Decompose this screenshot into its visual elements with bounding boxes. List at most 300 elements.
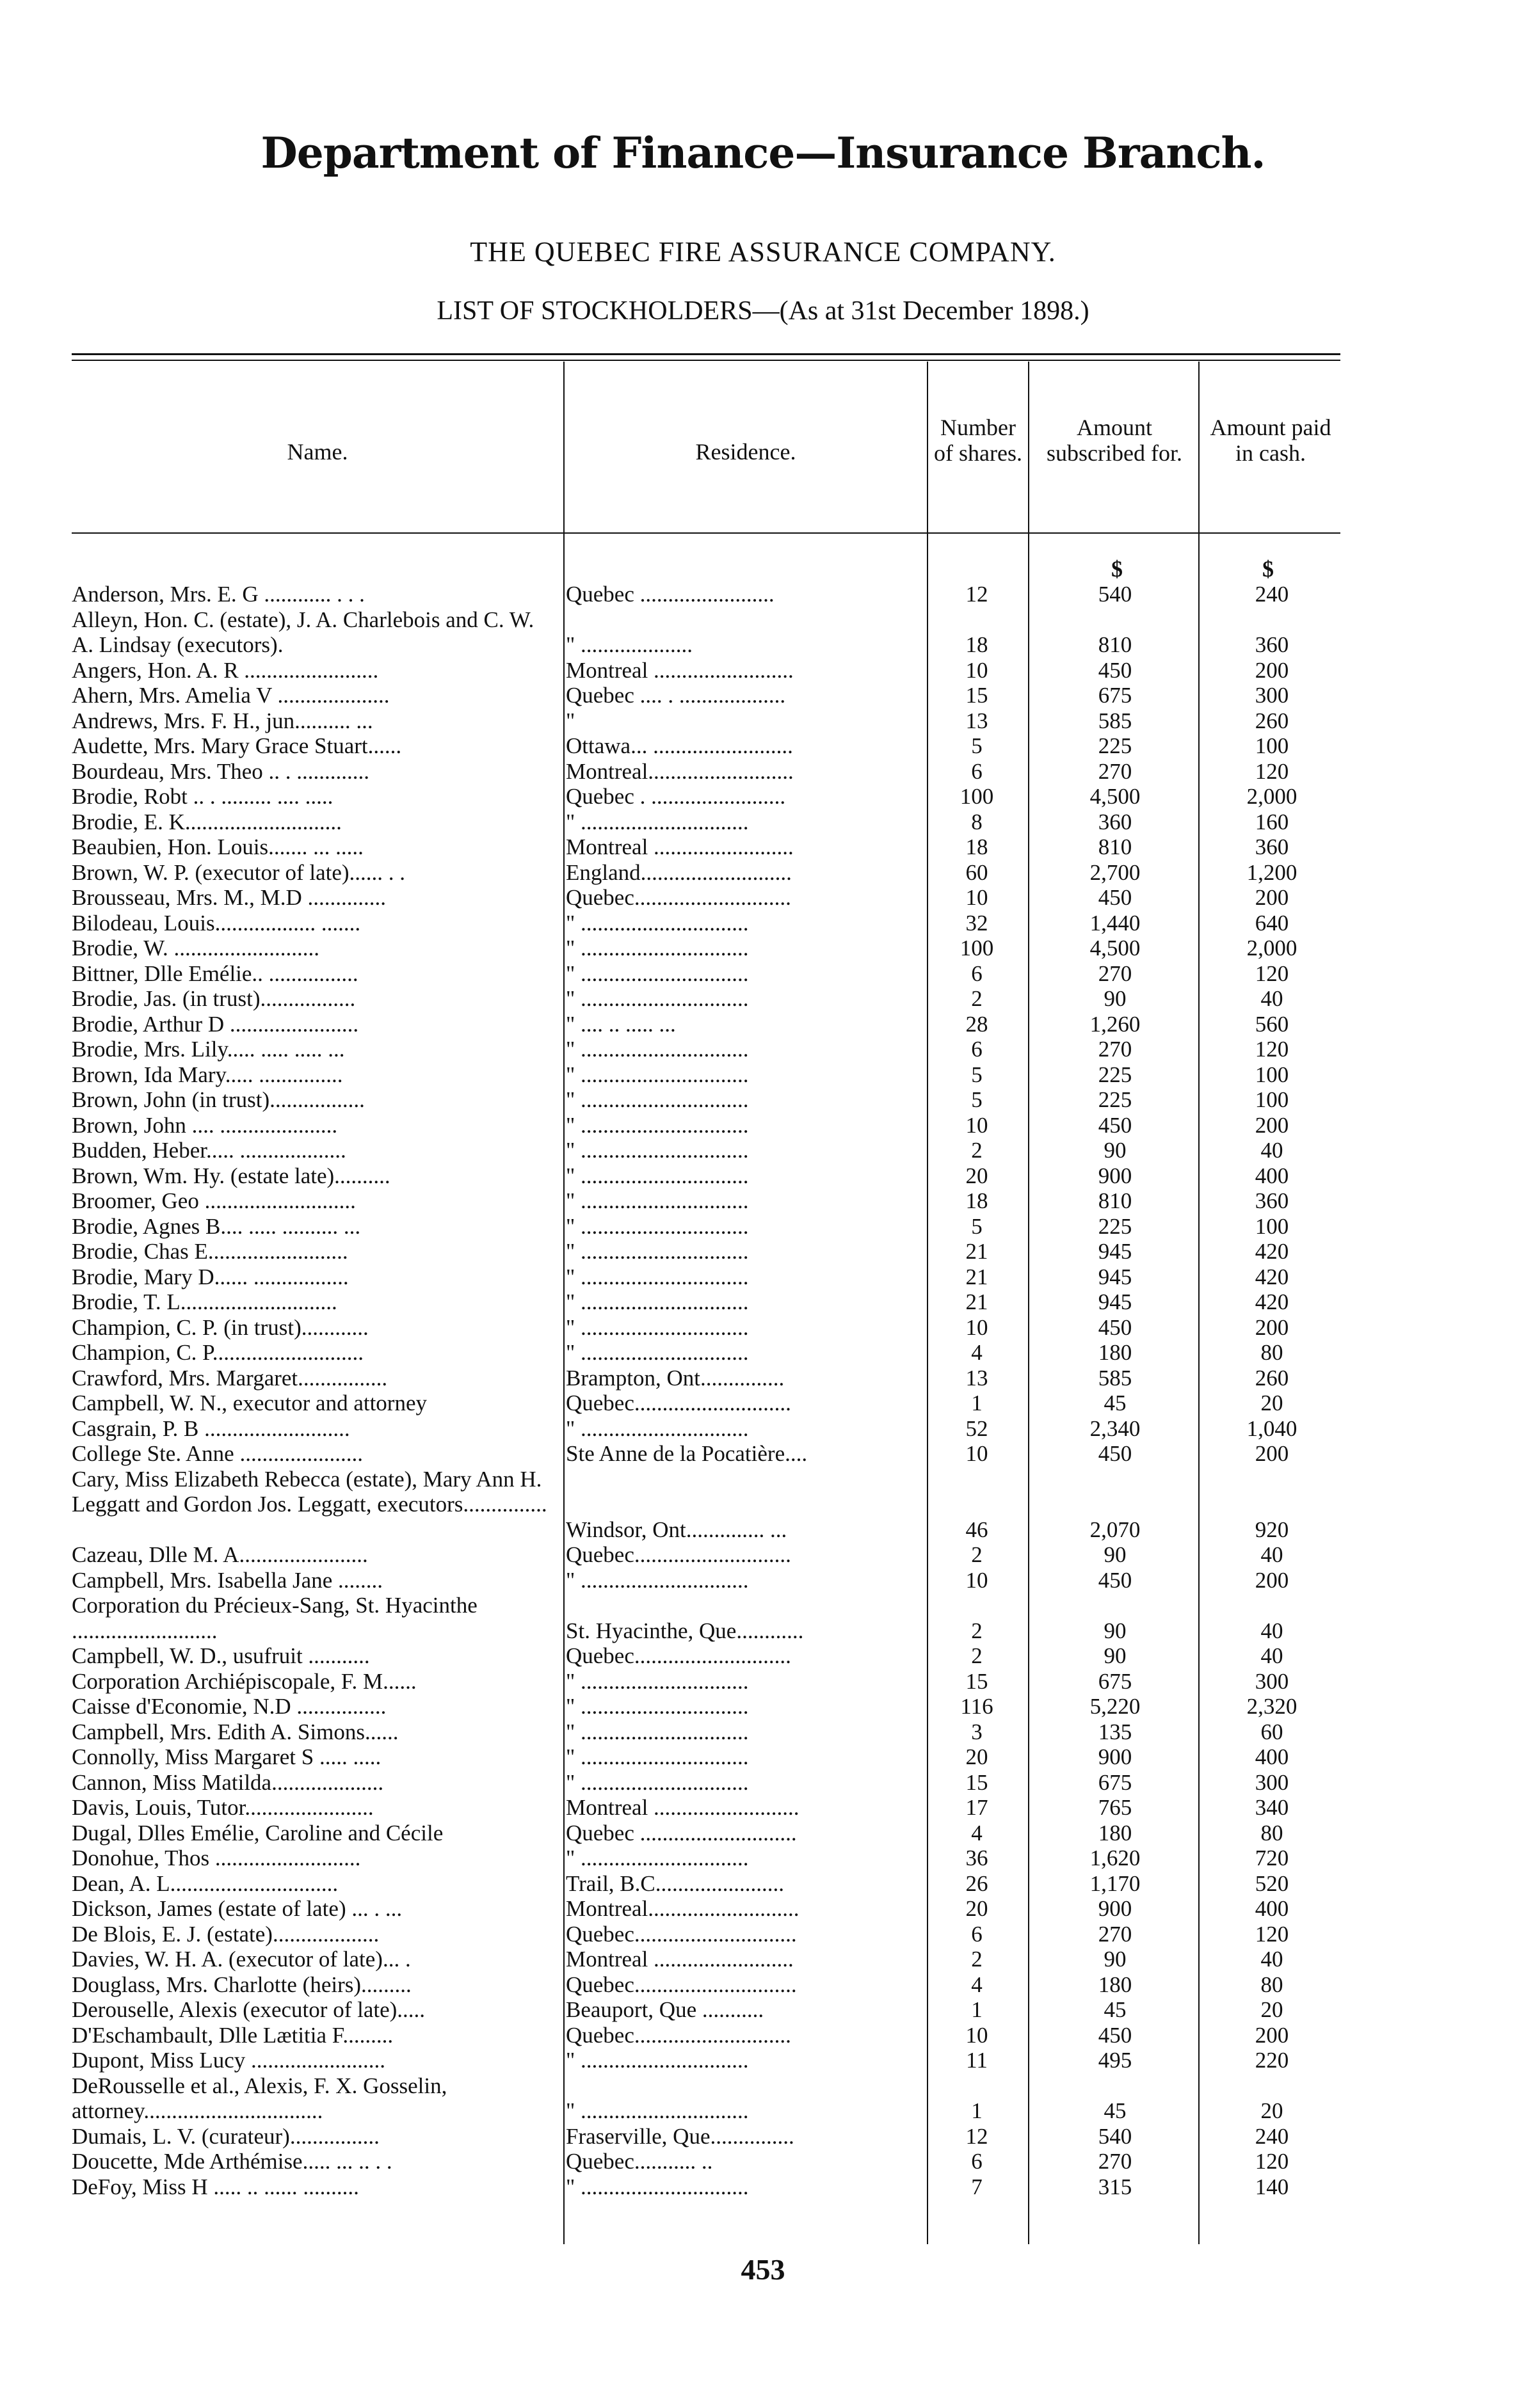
table-row <box>0 834 1526 860</box>
table-row <box>0 1972 1526 1998</box>
stockholder-name: D'Eschambault, Dlle Lætitia F......... <box>72 2022 394 2048</box>
table-row <box>0 1669 1526 1694</box>
shares-cell: 20 <box>965 1744 988 1769</box>
subscribed-cell: 450 <box>1098 1441 1132 1466</box>
table-row <box>0 1239 1526 1264</box>
shares-cell: 28 <box>965 1011 988 1037</box>
stockholder-name: Brown, John (in trust)................. <box>72 1087 365 1112</box>
paid-cell: 40 <box>1260 1947 1283 1972</box>
stockholder-name: Brodie, Mrs. Lily..... ..... ..... ... <box>72 1037 345 1062</box>
paid-cell: 100 <box>1255 733 1289 758</box>
table-row <box>0 658 1526 683</box>
shares-cell: 12 <box>965 582 988 607</box>
subscribed-cell: 270 <box>1098 961 1132 986</box>
subscribed-cell: 1,260 <box>1089 1011 1141 1037</box>
paid-cell: 200 <box>1255 657 1289 683</box>
subscribed-cell: 540 <box>1098 2123 1132 2149</box>
subscribed-cell: 675 <box>1098 1769 1132 1795</box>
paid-cell: 20 <box>1260 1391 1283 1415</box>
subscribed-cell: 540 <box>1098 582 1132 607</box>
subscribed-cell: 900 <box>1098 1744 1132 1769</box>
company-name: THE QUEBEC FIRE ASSURANCE COMPANY. <box>470 236 1056 267</box>
subscribed-cell: 585 <box>1098 708 1132 733</box>
shares-cell: 6 <box>971 1921 983 1947</box>
subscribed-cell: 2,340 <box>1089 1415 1141 1441</box>
stockholder-name: Caisse d'Economie, N.D ................ <box>72 1694 387 1719</box>
stockholder-name: Davis, Louis, Tutor....................... <box>72 1795 374 1820</box>
stockholder-name: Brodie, Robt .. . ......... .... ..... <box>72 784 333 809</box>
subscribed-cell: 225 <box>1098 1213 1132 1239</box>
shares-cell: 60 <box>965 859 988 885</box>
stockholder-name: Cannon, Miss Matilda.................... <box>72 1769 384 1795</box>
shares-cell: 1 <box>971 1391 983 1415</box>
paid-cell: 40 <box>1260 1542 1283 1567</box>
stockholder-name: Connolly, Miss Margaret S ..... ..... <box>72 1744 382 1769</box>
stockholder-name: Brousseau, Mrs. M., M.D .............. <box>72 885 386 910</box>
subscribed-cell: 45 <box>1104 2098 1127 2123</box>
shares-cell: 15 <box>965 1668 988 1694</box>
table-row <box>0 1062 1526 1088</box>
subscribed-cell: 270 <box>1098 1037 1132 1062</box>
shares-cell: 7 <box>971 2174 983 2199</box>
subscribed-cell: 180 <box>1098 1340 1132 1365</box>
shares-cell: 116 <box>960 1694 993 1719</box>
subscribed-cell: 315 <box>1098 2174 1132 2199</box>
subscribed-cell: 5,220 <box>1089 1694 1141 1719</box>
residence-cell: Quebec . ........................ <box>566 784 786 809</box>
residence-cell: Fraserville, Que............... <box>566 2123 794 2149</box>
subscribed-cell: 900 <box>1098 1896 1132 1921</box>
subscribed-cell: 225 <box>1098 1087 1132 1112</box>
shares-cell: 1 <box>971 1997 983 2022</box>
table-row <box>0 733 1526 759</box>
residence-cell: Ste Anne de la Pocatière.... <box>566 1441 808 1466</box>
residence-cell: " .............................. <box>566 1415 749 1441</box>
subscribed-cell: 270 <box>1098 2149 1132 2174</box>
paid-cell: 400 <box>1255 1163 1289 1188</box>
subscribed-cell: 90 <box>1104 1947 1127 1972</box>
stockholder-name: Crawford, Mrs. Margaret................ <box>72 1365 388 1391</box>
stockholder-name: Dean, A. L.............................. <box>72 1870 339 1896</box>
table-row <box>0 1037 1526 1062</box>
shares-cell: 2 <box>971 1643 983 1668</box>
shares-cell: 8 <box>971 809 983 834</box>
shares-cell: 13 <box>965 708 988 733</box>
stockholder-name: College Ste. Anne ...................... <box>72 1441 363 1466</box>
table-row <box>0 936 1526 961</box>
table-row <box>0 2124 1526 2149</box>
subscribed-cell: 810 <box>1098 632 1132 657</box>
residence-cell: England........................... <box>566 859 792 885</box>
subscribed-cell: 90 <box>1104 986 1127 1011</box>
residence-cell: Quebec........... .. <box>566 2149 713 2174</box>
residence-cell: " .............................. <box>566 1289 749 1314</box>
table-row <box>0 1315 1526 1341</box>
paid-cell: 420 <box>1255 1264 1289 1289</box>
paid-cell: 340 <box>1255 1795 1289 1820</box>
paid-cell: 80 <box>1260 1972 1283 1997</box>
subscribed-cell: 45 <box>1104 1997 1127 2022</box>
paid-cell: 220 <box>1255 2048 1289 2073</box>
table-row <box>0 911 1526 936</box>
stockholder-name: Cazeau, Dlle M. A....................... <box>72 1542 368 1567</box>
stockholder-name: Bourdeau, Mrs. Theo .. . ............. <box>72 758 369 784</box>
subscribed-cell: 2,070 <box>1089 1517 1141 1542</box>
paid-cell: 420 <box>1255 1239 1289 1264</box>
subscribed-cell: 1,440 <box>1089 910 1141 936</box>
residence-cell: Brampton, Ont............... <box>566 1365 785 1391</box>
paid-cell: 40 <box>1260 986 1283 1011</box>
table-row <box>0 1214 1526 1240</box>
residence-cell: " .............................. <box>566 1340 749 1365</box>
stockholder-name: Audette, Mrs. Mary Grace Stuart...... <box>72 733 402 758</box>
paid-cell: 120 <box>1255 758 1289 784</box>
shares-cell: 21 <box>965 1239 988 1264</box>
residence-cell: Montreal ......................... <box>566 834 794 859</box>
table-row <box>0 1795 1526 1821</box>
shares-cell: 6 <box>971 961 983 986</box>
residence-cell: " .............................. <box>566 1037 749 1062</box>
residence-cell: Trail, B.C....................... <box>566 1870 784 1896</box>
paid-cell: 20 <box>1260 1997 1283 2022</box>
subscribed-cell: 1,620 <box>1089 1846 1141 1870</box>
paid-cell: 2,320 <box>1246 1694 1297 1719</box>
subscribed-cell: 1,170 <box>1089 1870 1141 1896</box>
residence-cell: Quebec ............................ <box>566 1820 797 1846</box>
subscribed-cell: 180 <box>1098 1820 1132 1846</box>
shares-cell: 6 <box>971 758 983 784</box>
residence-cell: " <box>566 708 575 733</box>
table-row <box>0 1593 1526 1643</box>
residence-cell: " .............................. <box>566 1239 749 1264</box>
subscribed-cell: 270 <box>1098 758 1132 784</box>
table-row <box>0 2174 1526 2200</box>
paid-cell: 920 <box>1255 1517 1289 1542</box>
shares-cell: 100 <box>960 936 994 961</box>
shares-cell: 10 <box>965 1441 988 1466</box>
paid-cell: 60 <box>1260 1719 1283 1744</box>
subscribed-cell: 225 <box>1098 1062 1132 1087</box>
table-row <box>0 1542 1526 1568</box>
residence-cell: " .............................. <box>566 1314 749 1340</box>
stockholder-name: Casgrain, P. B .......................... <box>72 1415 350 1441</box>
paid-cell: 400 <box>1255 1744 1289 1769</box>
shares-cell: 6 <box>971 1037 983 1062</box>
paid-cell: 100 <box>1255 1087 1289 1112</box>
stockholder-name: Doucette, Mde Arthémise..... ... .. . . <box>72 2149 392 2174</box>
paid-cell: 120 <box>1255 1037 1289 1062</box>
table-row <box>0 2048 1526 2073</box>
table-row <box>0 860 1526 886</box>
paid-cell: 100 <box>1255 1062 1289 1087</box>
subscribed-cell: 810 <box>1098 834 1132 859</box>
shares-cell: 10 <box>965 657 988 683</box>
stockholder-name: Corporation Archiépiscopale, F. M...... <box>72 1668 417 1694</box>
table-row <box>0 1012 1526 1037</box>
stockholder-name: Dickson, James (estate of late) ... . ... <box>72 1896 403 1921</box>
residence-cell: Montreal .......................... <box>566 1795 799 1820</box>
paid-cell: 140 <box>1255 2174 1289 2199</box>
residence-cell: " .............................. <box>566 1744 749 1769</box>
shares-cell: 100 <box>960 784 994 809</box>
table-row <box>0 1416 1526 1442</box>
stockholder-name: Brodie, Mary D...... ................. <box>72 1264 349 1289</box>
residence-cell: " .............................. <box>566 1846 749 1870</box>
stockholder-name: Davies, W. H. A. (executor of late)... . <box>72 1947 411 1972</box>
stockholder-name: Dugal, Dlles Emélie, Caroline and Cécile <box>72 1820 444 1846</box>
stockholder-name: Brodie, Chas E......................... <box>72 1239 348 1264</box>
shares-cell: 18 <box>965 1188 988 1213</box>
table-row <box>0 1391 1526 1416</box>
subscribed-cell: 225 <box>1098 733 1132 758</box>
stockholder-name: Alleyn, Hon. C. (estate), J. A. Charlebois and C. W. A. Lindsay (executors). <box>72 607 534 657</box>
residence-cell: " .............................. <box>566 1213 749 1239</box>
stockholder-name: DeFoy, Miss H ..... .. ...... .......... <box>72 2174 359 2199</box>
stockholder-name: Brown, John .... ..................... <box>72 1112 338 1138</box>
stockholder-name: Budden, Heber..... ................... <box>72 1138 346 1163</box>
table-row <box>0 607 1526 658</box>
shares-cell: 10 <box>965 1112 988 1138</box>
subscribed-cell: 45 <box>1104 1391 1127 1415</box>
residence-cell: St. Hyacinthe, Que............ <box>566 1618 804 1643</box>
shares-cell: 17 <box>965 1795 988 1820</box>
table-row <box>0 986 1526 1012</box>
paid-cell: 260 <box>1255 708 1289 733</box>
shares-cell: 2 <box>971 1138 983 1163</box>
stockholder-name: Campbell, W. N., executor and attorney <box>72 1391 427 1415</box>
stockholder-name: Douglass, Mrs. Charlotte (heirs)......... <box>72 1972 412 1997</box>
stockholder-name: Donohue, Thos .......................... <box>72 1846 361 1870</box>
residence-cell: " .............................. <box>566 1694 749 1719</box>
table-row <box>0 885 1526 911</box>
paid-cell: 560 <box>1255 1011 1289 1037</box>
paid-cell: 200 <box>1255 1567 1289 1593</box>
subscribed-cell: 90 <box>1104 1138 1127 1163</box>
residence-cell: Quebec............................ <box>566 2022 791 2048</box>
paid-cell: 260 <box>1255 1365 1289 1391</box>
subscribed-cell: 270 <box>1098 1921 1132 1947</box>
residence-cell: Quebec............................ <box>566 885 791 910</box>
paid-cell: 200 <box>1255 1441 1289 1466</box>
residence-cell: Quebec............................ <box>566 1643 791 1668</box>
stockholder-name: Bilodeau, Louis.................. ....... <box>72 910 361 936</box>
residence-cell: " .............................. <box>566 1769 749 1795</box>
residence-cell: Quebec............................ <box>566 1391 791 1415</box>
shares-cell: 1 <box>971 2098 983 2123</box>
residence-cell: Montreal ......................... <box>566 657 794 683</box>
shares-cell: 10 <box>965 885 988 910</box>
stockholder-table <box>0 582 1526 2199</box>
table-row <box>0 1467 1526 1543</box>
residence-cell: Montreal ......................... <box>566 1947 794 1972</box>
shares-cell: 12 <box>965 2123 988 2149</box>
shares-cell: 52 <box>965 1415 988 1441</box>
subscribed-cell: 90 <box>1104 1643 1127 1668</box>
column-header-residence: Residence. <box>695 439 796 465</box>
residence-cell: Ottawa... ......................... <box>566 733 793 758</box>
stockholder-name: Anderson, Mrs. E. G ............ . . . <box>72 582 365 607</box>
paid-cell: 80 <box>1260 1820 1283 1846</box>
shares-cell: 15 <box>965 683 988 708</box>
residence-cell: " .............................. <box>566 1138 749 1163</box>
subscribed-cell: 810 <box>1098 1188 1132 1213</box>
subscribed-cell: 450 <box>1098 885 1132 910</box>
residence-cell: Quebec .... . ................... <box>566 683 786 708</box>
paid-cell: 200 <box>1255 1314 1289 1340</box>
stockholder-name: Brodie, W. .......................... <box>72 936 319 961</box>
subscribed-cell: 180 <box>1098 1972 1132 1997</box>
table-row <box>0 759 1526 785</box>
residence-cell: " .............................. <box>566 1567 749 1593</box>
shares-cell: 15 <box>965 1769 988 1795</box>
subscribed-cell: 4,500 <box>1089 784 1141 809</box>
stockholder-name: Brodie, T. L............................ <box>72 1289 337 1314</box>
shares-cell: 10 <box>965 1567 988 1593</box>
paid-cell: 120 <box>1255 1921 1289 1947</box>
paid-cell: 20 <box>1260 2098 1283 2123</box>
residence-cell: " .............................. <box>566 961 749 986</box>
paid-cell: 360 <box>1255 1188 1289 1213</box>
shares-cell: 3 <box>971 1719 983 1744</box>
subscribed-cell: 360 <box>1098 809 1132 834</box>
table-row <box>0 1922 1526 1947</box>
stockholder-name: Champion, C. P. (in trust)............ <box>72 1314 369 1340</box>
table-row <box>0 1113 1526 1138</box>
list-title: LIST OF STOCKHOLDERS—(As at 31st December 1898.) <box>437 296 1089 326</box>
table-row <box>0 683 1526 708</box>
stockholder-name: Dupont, Miss Lucy ........................ <box>72 2048 385 2073</box>
shares-cell: 36 <box>965 1846 988 1870</box>
stockholder-name: Champion, C. P........................... <box>72 1340 364 1365</box>
subscribed-cell: 135 <box>1098 1719 1132 1744</box>
paid-cell: 640 <box>1255 910 1289 936</box>
paid-cell: 1,040 <box>1246 1415 1297 1441</box>
column-header-subscribed: Amount subscribed for. <box>1047 415 1182 466</box>
shares-cell: 20 <box>965 1896 988 1921</box>
paid-cell: 520 <box>1255 1870 1289 1896</box>
subscribed-cell: 90 <box>1104 1542 1127 1567</box>
shares-cell: 18 <box>965 632 988 657</box>
residence-cell: " .............................. <box>566 986 749 1011</box>
residence-cell: " .............................. <box>566 910 749 936</box>
residence-cell: " .............................. <box>566 1062 749 1087</box>
table-row <box>0 1366 1526 1391</box>
stockholder-name: Broomer, Geo ........................... <box>72 1188 356 1213</box>
shares-cell: 2 <box>971 1947 983 1972</box>
table-top-rule <box>72 353 1340 355</box>
paid-cell: 100 <box>1255 1213 1289 1239</box>
residence-cell: " .... .. ..... ... <box>566 1011 676 1037</box>
subscribed-cell: 450 <box>1098 657 1132 683</box>
table-row <box>0 1441 1526 1467</box>
residence-cell: " .............................. <box>566 2098 749 2123</box>
currency-subscribed: $ <box>1111 556 1123 582</box>
shares-cell: 10 <box>965 2022 988 2048</box>
paid-cell: 160 <box>1255 809 1289 834</box>
shares-cell: 10 <box>965 1314 988 1340</box>
shares-cell: 18 <box>965 834 988 859</box>
residence-cell: Beauport, Que ........... <box>566 1997 764 2022</box>
residence-cell: " .............................. <box>566 1087 749 1112</box>
department-heading: Department of Finance—Insurance Branch. <box>261 128 1265 178</box>
stockholder-name: Campbell, Mrs. Isabella Jane ........ <box>72 1567 383 1593</box>
stockholder-name: Campbell, Mrs. Edith A. Simons...... <box>72 1719 399 1744</box>
subscribed-cell: 4,500 <box>1089 936 1141 961</box>
subscribed-cell: 2,700 <box>1089 859 1141 885</box>
residence-cell: Montreal.......................... <box>566 758 794 784</box>
subscribed-cell: 585 <box>1098 1365 1132 1391</box>
subscribed-cell: 450 <box>1098 1112 1132 1138</box>
shares-cell: 11 <box>966 2048 988 2073</box>
residence-cell: " .............................. <box>566 1668 749 1694</box>
shares-cell: 2 <box>971 986 983 1011</box>
table-row <box>0 1188 1526 1214</box>
shares-cell: 6 <box>971 2149 983 2174</box>
table-row <box>0 1997 1526 2023</box>
subscribed-cell: 450 <box>1098 1567 1132 1593</box>
table-top-rule-inner <box>72 360 1340 361</box>
paid-cell: 300 <box>1255 683 1289 708</box>
paid-cell: 40 <box>1260 1618 1283 1643</box>
subscribed-cell: 945 <box>1098 1239 1132 1264</box>
table-row <box>0 1947 1526 1972</box>
stockholder-name: Andrews, Mrs. F. H., jun.......... ... <box>72 708 373 733</box>
paid-cell: 120 <box>1255 2149 1289 2174</box>
residence-cell: " .............................. <box>566 1264 749 1289</box>
stockholder-name: Angers, Hon. A. R ........................ <box>72 657 379 683</box>
paid-cell: 200 <box>1255 1112 1289 1138</box>
paid-cell: 300 <box>1255 1668 1289 1694</box>
table-row <box>0 1264 1526 1290</box>
residence-cell: " .............................. <box>566 1188 749 1213</box>
table-row <box>0 1821 1526 1846</box>
paid-cell: 2,000 <box>1246 784 1297 809</box>
table-row <box>0 961 1526 987</box>
stockholder-name: Dumais, L. V. (curateur)................ <box>72 2123 380 2149</box>
table-row <box>0 1163 1526 1189</box>
stockholder-name: Brodie, E. K............................ <box>72 809 342 834</box>
table-row <box>0 708 1526 734</box>
table-row <box>0 809 1526 835</box>
shares-cell: 13 <box>965 1365 988 1391</box>
stockholder-name: Brodie, Jas. (in trust)................. <box>72 986 356 1011</box>
header-bottom-rule <box>72 532 1340 534</box>
table-row <box>0 1087 1526 1113</box>
subscribed-cell: 675 <box>1098 683 1132 708</box>
stockholder-name: Ahern, Mrs. Amelia V .................... <box>72 683 390 708</box>
shares-cell: 21 <box>965 1289 988 1314</box>
subscribed-cell: 675 <box>1098 1668 1132 1694</box>
paid-cell: 360 <box>1255 834 1289 859</box>
subscribed-cell: 900 <box>1098 1163 1132 1188</box>
subscribed-cell: 765 <box>1098 1795 1132 1820</box>
subscribed-cell: 450 <box>1098 1314 1132 1340</box>
residence-cell: Quebec............................. <box>566 1972 797 1997</box>
residence-cell: Quebec............................ <box>566 1542 791 1567</box>
table-row <box>0 2073 1526 2124</box>
table-row <box>0 1744 1526 1770</box>
table-row <box>0 1694 1526 1719</box>
subscribed-cell: 495 <box>1098 2048 1132 2073</box>
subscribed-cell: 90 <box>1104 1618 1127 1643</box>
shares-cell: 5 <box>971 1062 983 1087</box>
residence-cell: Montreal........................... <box>566 1896 799 1921</box>
stockholder-name: De Blois, E. J. (estate)................... <box>72 1921 380 1947</box>
table-row <box>0 1871 1526 1897</box>
paid-cell: 400 <box>1255 1896 1289 1921</box>
subscribed-cell: 450 <box>1098 2022 1132 2048</box>
paid-cell: 40 <box>1260 1643 1283 1668</box>
